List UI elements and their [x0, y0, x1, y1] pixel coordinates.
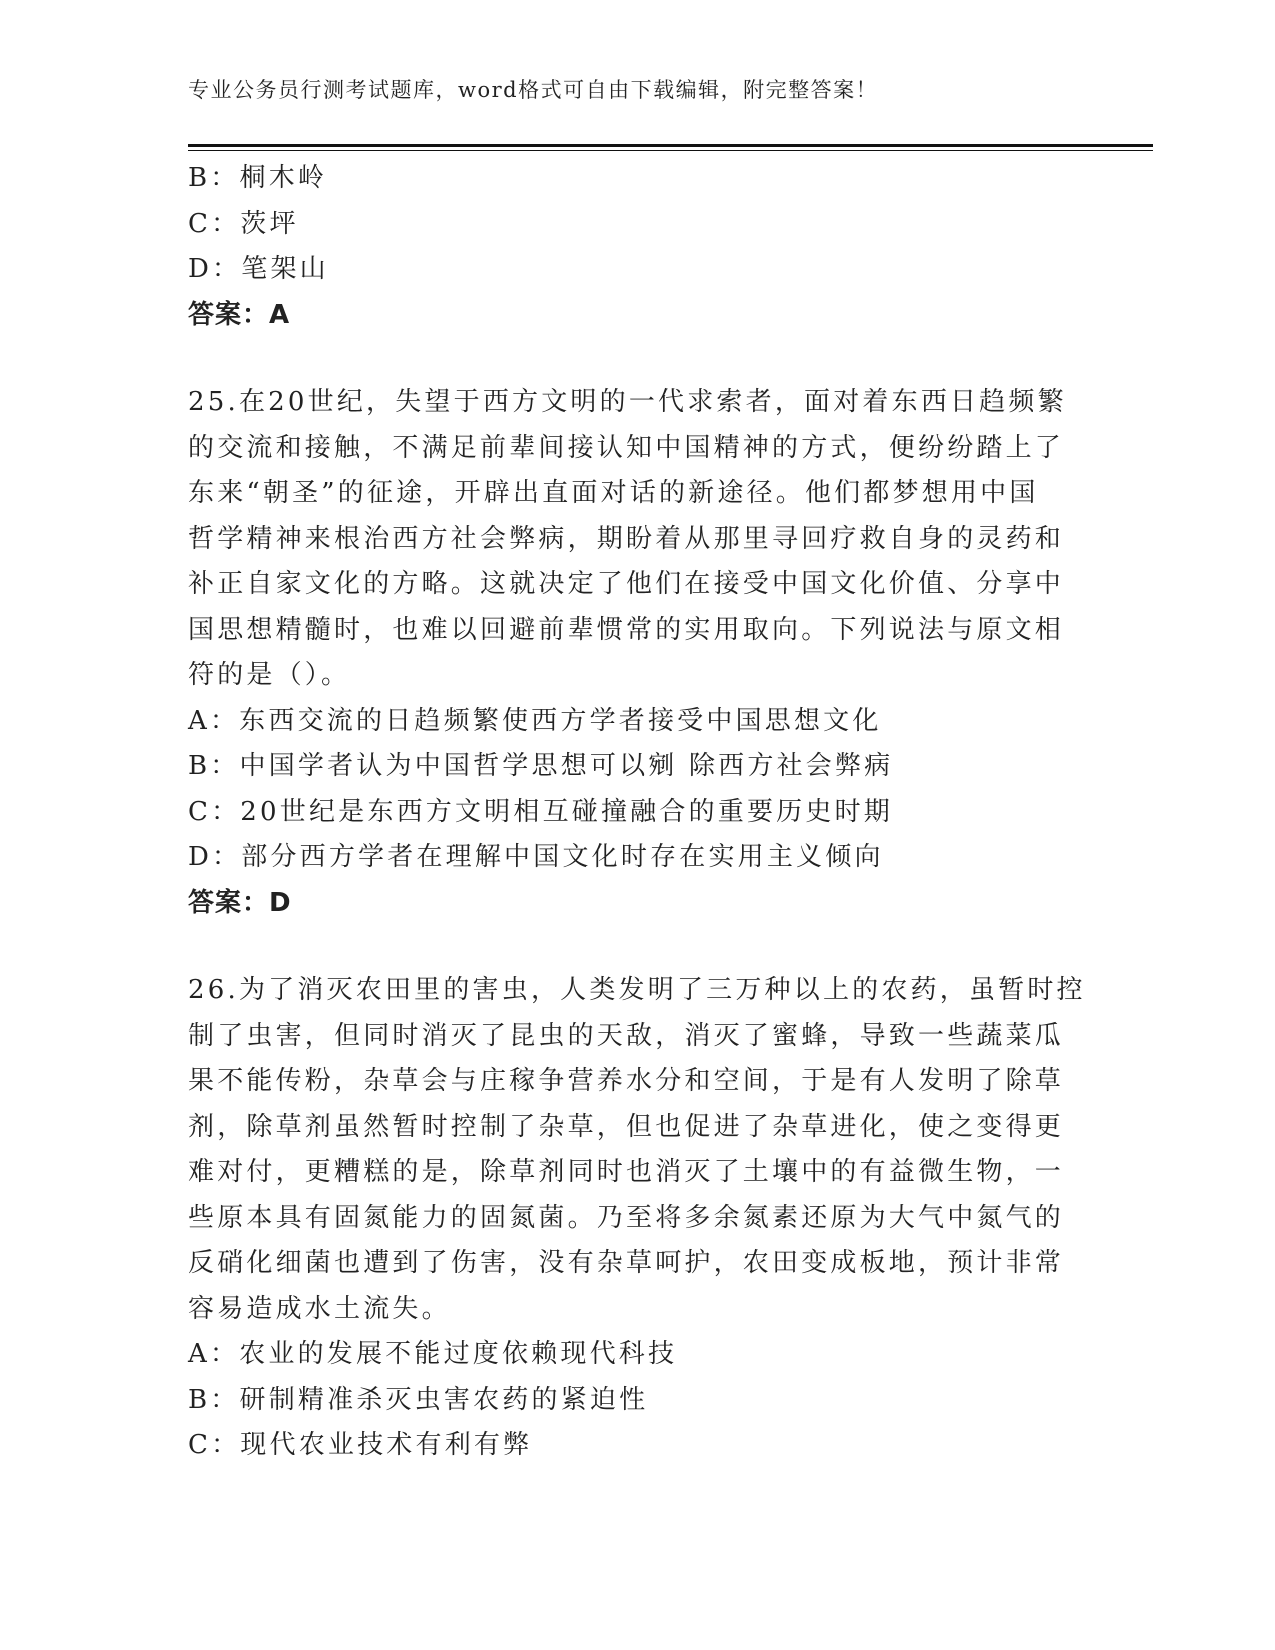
- option-d: D：笔架山: [188, 254, 329, 284]
- question-24: [188, 156, 1088, 338]
- option-b: B：研制精准杀灭虫害农药的紧迫性: [188, 1384, 649, 1415]
- stem-line: 东来“朝圣”的征途，开辟出直面对话的新途径。他们都梦想用中国: [188, 478, 1039, 508]
- option-b: B：中国学者认为中国哲学思想可以剜 除西方社会弊病: [188, 751, 894, 781]
- option-a: A：农业的发展不能过度依赖现代科技: [188, 1339, 678, 1369]
- option-c: C：现代农业技术有利有弊: [188, 1430, 533, 1460]
- stem-line: 反硝化细菌也遭到了伤害，没有杂草呵护，农田变成板地，预计非常: [188, 1248, 1065, 1278]
- option-c: C：20世纪是东西方文明相互碰撞融合的重要历史时期: [188, 796, 893, 827]
- option-c: C：茨坪: [188, 208, 299, 239]
- stem-line: 些原本具有固氮能力的固氮菌。乃至将多余氮素还原为大气中氮气的: [188, 1202, 1065, 1233]
- header-rule-thin: [188, 150, 1153, 151]
- stem-line: 哲学精神来根治西方社会弊病，期盼着从那里寻回疗救自身的灵药和: [188, 523, 1065, 554]
- answer-line: 答案：A: [188, 299, 291, 330]
- option-a: A：东西交流的日趋频繁使西方学者接受中国思想文化: [188, 705, 882, 736]
- answer-line: 答案：D: [188, 887, 292, 918]
- option-d: D：部分西方学者在理解中国文化时存在实用主义倾向: [188, 842, 884, 872]
- stem-line: 的交流和接触，不满足前辈间接认知中国精神的方式，便纷纷踏上了: [188, 432, 1065, 463]
- stem-line: 果不能传粉，杂草会与庄稼争营养水分和空间，于是有人发明了除草: [188, 1066, 1065, 1096]
- header-rule-thick: [188, 144, 1153, 147]
- stem-line: 符的是（）。: [188, 660, 351, 690]
- stem-line: 25.在20世纪，失望于西方文明的一代求索者，面对着东西日趋频繁: [188, 387, 1067, 417]
- question-26: [188, 968, 1088, 1469]
- option-b: B：桐木岭: [188, 163, 328, 193]
- question-25: [188, 380, 1088, 926]
- stem-line: 26.为了消灭农田里的害虫，人类发明了三万种以上的农药，虽暂时控: [188, 975, 1086, 1005]
- spacer: [188, 338, 1088, 380]
- stem-line: 制了虫害，但同时消灭了昆虫的天敌，消灭了蜜蜂，导致一些蔬菜瓜: [188, 1020, 1065, 1051]
- spacer: [188, 926, 1088, 968]
- stem-line: 剂，除草剂虽然暂时控制了杂草，但也促进了杂草进化，使之变得更: [188, 1111, 1065, 1142]
- page-header: 专业公务员行测考试题库，word格式可自由下载编辑，附完整答案！: [188, 78, 879, 102]
- document-body: [188, 156, 1088, 1469]
- stem-line: 难对付，更糟糕的是，除草剂同时也消灭了土壤中的有益微生物，一: [188, 1157, 1065, 1187]
- stem-line: 补正自家文化的方略。这就决定了他们在接受中国文化价值、分享中: [188, 569, 1065, 599]
- stem-line: 容易造成水土流失。: [188, 1293, 451, 1324]
- stem-line: 国思想精髓时，也难以回避前辈惯常的实用取向。下列说法与原文相: [188, 614, 1065, 645]
